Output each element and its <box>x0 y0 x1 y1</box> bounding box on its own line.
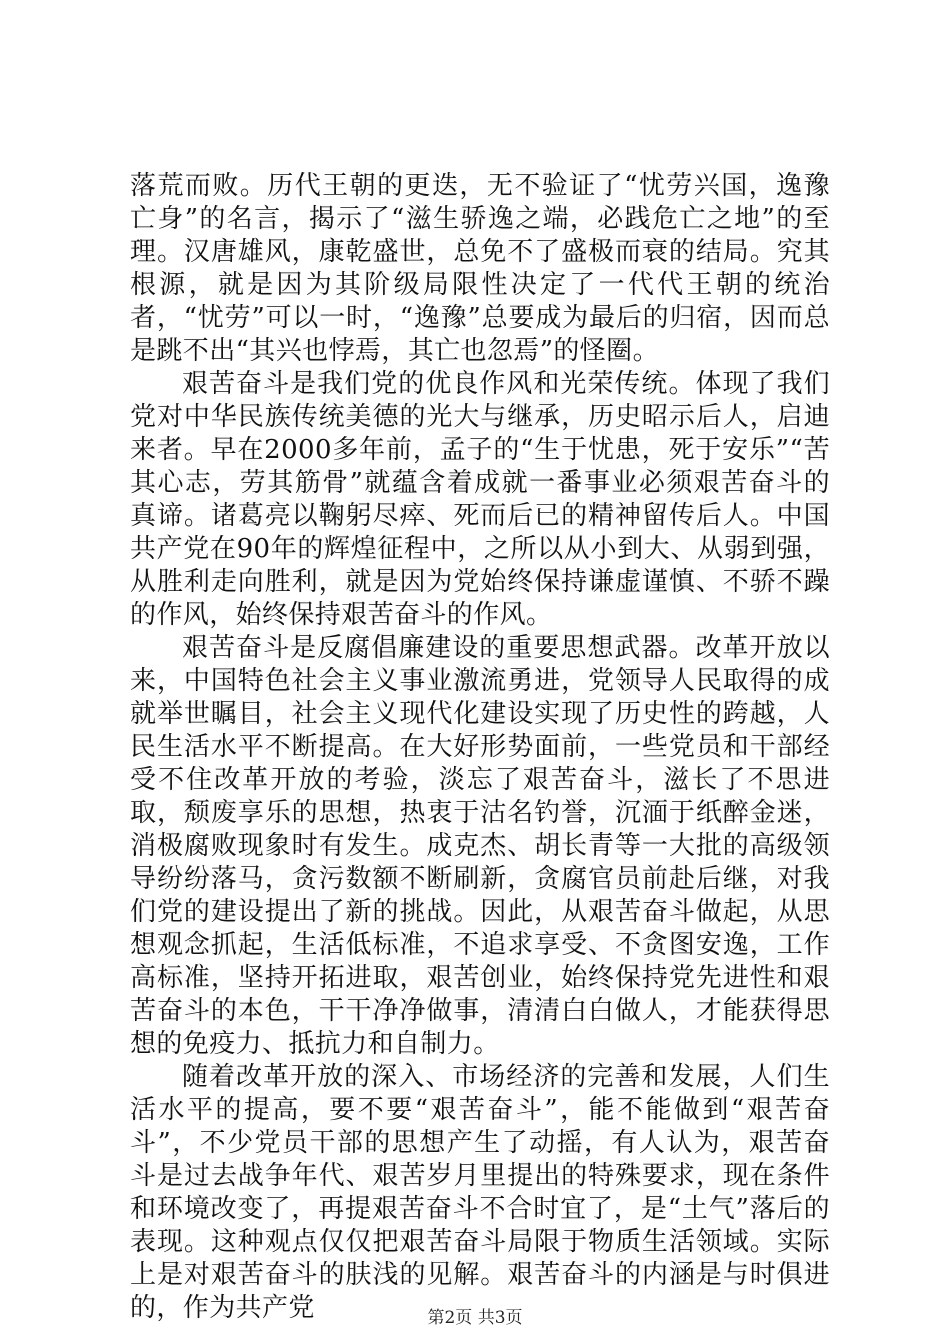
document-body <box>130 170 830 1325</box>
paragraph-1: 落荒而败。历代王朝的更迭，无不验证了“忧劳兴国，逸豫亡身”的名言，揭示了“滋生骄逸之端，必践危亡之地”的至理。汉唐雄风，康乾盛世，总免不了盛极而衰的结局。究其根源，就是因为其阶级局限性决定了一代代王朝的统治者，“忧劳”可以一时，“逸豫”总要成为最后的归宿，因而总是跳不出“其兴也悖焉，其亡也忽焉”的怪圈。 <box>130 171 830 366</box>
paragraph-2: 艰苦奋斗是我们党的优良作风和光荣传统。体现了我们党对中华民族传统美德的光大与继承，历史昭示后人，启迪来者。早在2000多年前，孟子的“生于忧患，死于安乐”“苦其心志，劳其筋骨”就蕴含着成就一番事业必须艰苦奋斗的真谛。诸葛亮以鞠躬尽瘁、死而后已的精神留传后人。中国共产党在90年的辉煌征程中，之所以从小到大、从弱到强，从胜利走向胜利，就是因为党始终保持谦虚谨慎、不骄不躁的作风，始终保持艰苦奋斗的作风。 <box>130 369 830 630</box>
paragraph-4: 随着改革开放的深入、市场经济的完善和发展，人们生活水平的提高，要不要“艰苦奋斗”，能不能做到“艰苦奋斗”，不少党员干部的思想产生了动摇，有人认为，艰苦奋斗是过去战争年代、艰苦岁月里提出的特殊要求，现在条件和环境改变了，再提艰苦奋斗不合时宜了，是“土气”落后的表现。这种观点仅仅把艰苦奋斗局限于物质生活领域。实际上是对艰苦奋斗的肤浅的见解。艰苦奋斗的内涵是与时俱进的，作为共产党 <box>130 1062 830 1323</box>
paragraph-3: 艰苦奋斗是反腐倡廉建设的重要思想武器。改革开放以来，中国特色社会主义事业激流勇进，党领导人民取得的成就举世瞩目，社会主义现代化建设实现了历史性的跨越，人民生活水平不断提高。在大好形势面前，一些党员和干部经受不住改革开放的考验，淡忘了艰苦奋斗，滋长了不思进取，颓废享乐的思想，热衷于沽名钓誉，沉湎于纸醉金迷，消极腐败现象时有发生。成克杰、胡长青等一大批的高级领导纷纷落马，贪污数额不断刷新，贪腐官员前赴后继，对我们党的建设提出了新的挑战。因此，从艰苦奋斗做起，从思想观念抓起，生活低标准，不追求享受、不贪图安逸，工作高标准，坚持开拓进取，艰苦创业，始终保持党先进性和艰苦奋斗的本色，干干净净做事，清清白白做人，才能获得思想的免疫力、抵抗力和自制力。 <box>130 633 830 1059</box>
page-footer: 第2页 共3页 <box>427 1308 523 1328</box>
